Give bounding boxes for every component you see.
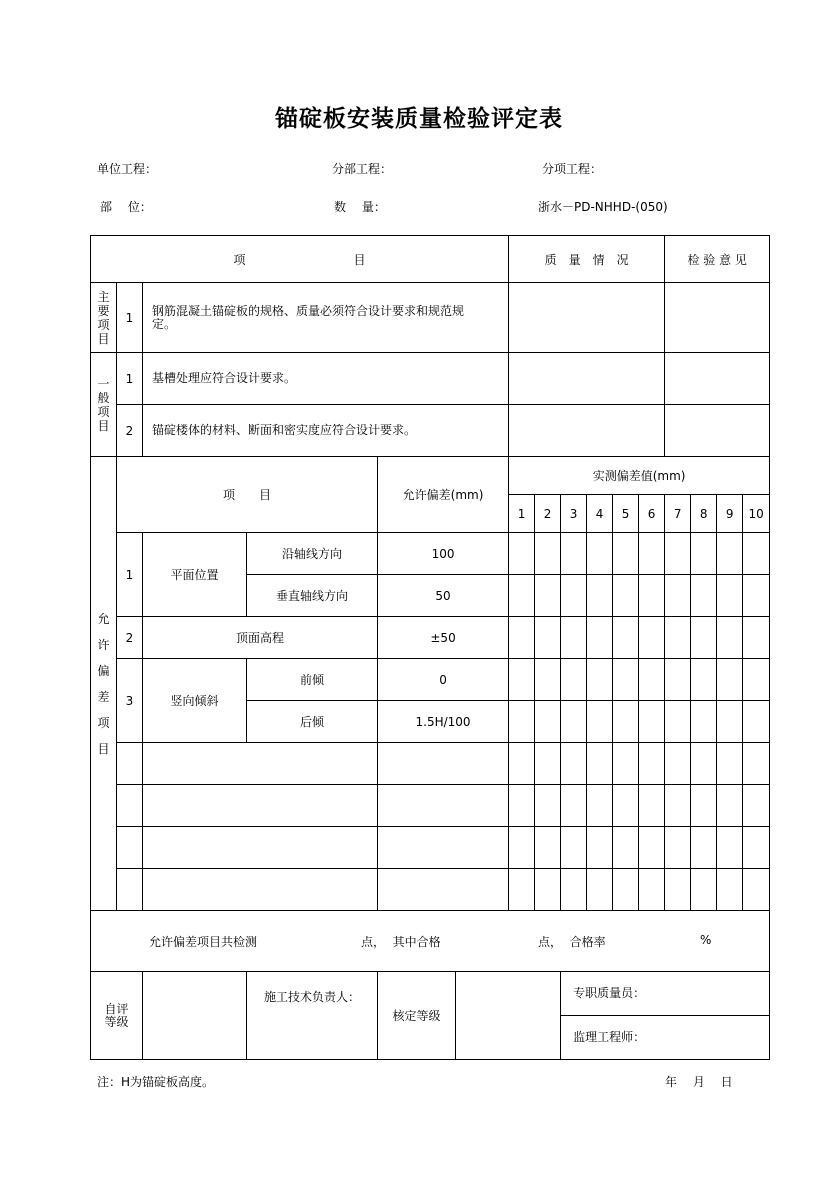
quantity-label: 数 量：	[334, 200, 386, 214]
tech-lead-label: 施工技术负责人：	[247, 972, 378, 1060]
measured-cell[interactable]	[509, 869, 535, 911]
group-name: 竖向倾斜	[143, 659, 247, 743]
measured-cell[interactable]	[535, 785, 561, 827]
measured-cell[interactable]	[535, 869, 561, 911]
measured-deviation-header: 实测偏差值(mm)	[509, 457, 770, 495]
measured-cell[interactable]	[639, 701, 665, 743]
measured-cell[interactable]	[717, 827, 743, 869]
measured-cell[interactable]	[535, 617, 561, 659]
measured-cell[interactable]	[743, 701, 770, 743]
measured-cell[interactable]	[561, 785, 587, 827]
measured-cell[interactable]	[665, 701, 691, 743]
measured-cell[interactable]	[691, 533, 717, 575]
measured-cell[interactable]	[613, 785, 639, 827]
form-code: 浙水－PD-NHHD-(050)	[538, 200, 668, 214]
measured-cell[interactable]	[717, 575, 743, 617]
blank-no[interactable]	[117, 785, 143, 827]
main-item-text: 钢筋混凝土锚碇板的规格、质量必须符合设计要求和规范规定。	[143, 283, 509, 353]
opinion-cell[interactable]	[665, 405, 770, 457]
blank-allowed[interactable]	[378, 827, 509, 869]
blank-item[interactable]	[143, 827, 378, 869]
point-number: 1	[509, 495, 535, 533]
measured-cell[interactable]	[509, 785, 535, 827]
header-quality: 质 量 情 况	[509, 236, 665, 283]
row-no: 1	[117, 283, 143, 353]
measured-cell[interactable]	[613, 659, 639, 701]
header-opinion: 检 验 意 见	[665, 236, 770, 283]
measured-cell[interactable]	[639, 785, 665, 827]
measured-cell[interactable]	[691, 827, 717, 869]
measured-cell[interactable]	[587, 533, 613, 575]
verified-grade-label: 核定等级	[378, 972, 456, 1060]
blank-allowed[interactable]	[378, 869, 509, 911]
general-item-text: 锚碇楼体的材料、断面和密实度应符合设计要求。	[143, 405, 509, 457]
tolerance-items-label: 允许偏差项目	[97, 611, 110, 756]
row-no: 1	[117, 353, 143, 405]
measured-cell[interactable]	[665, 533, 691, 575]
allowed-value: ±50	[378, 617, 509, 659]
point-number: 4	[587, 495, 613, 533]
measured-cell[interactable]	[613, 617, 639, 659]
sub-item: 前倾	[247, 659, 378, 701]
measured-cell[interactable]	[613, 575, 639, 617]
measured-cell[interactable]	[639, 869, 665, 911]
self-grade-label: 自评等级	[104, 1001, 129, 1029]
main-items-label: 主要项目	[97, 289, 110, 346]
measured-cell[interactable]	[717, 785, 743, 827]
measured-cell[interactable]	[613, 533, 639, 575]
measured-cell[interactable]	[639, 575, 665, 617]
measured-cell[interactable]	[691, 869, 717, 911]
measured-cell[interactable]	[639, 659, 665, 701]
measured-cell[interactable]	[743, 743, 770, 785]
unit-project-label: 单位工程：	[97, 162, 158, 176]
measured-cell[interactable]	[665, 617, 691, 659]
measured-cell[interactable]	[509, 617, 535, 659]
measured-cell[interactable]	[743, 785, 770, 827]
row-no: 3	[117, 659, 143, 743]
measured-cell[interactable]	[717, 743, 743, 785]
measured-cell[interactable]	[535, 827, 561, 869]
measured-cell[interactable]	[613, 701, 639, 743]
measured-cell[interactable]	[691, 785, 717, 827]
measured-cell[interactable]	[743, 827, 770, 869]
measured-cell[interactable]	[639, 827, 665, 869]
point-number: 2	[535, 495, 561, 533]
measured-cell[interactable]	[743, 869, 770, 911]
summary-rate-text: 点， 合格率	[538, 935, 606, 949]
sub-item: 后倾	[247, 701, 378, 743]
measured-cell[interactable]	[717, 659, 743, 701]
measured-cell[interactable]	[561, 827, 587, 869]
measured-cell[interactable]	[665, 785, 691, 827]
measured-cell[interactable]	[743, 533, 770, 575]
opinion-cell[interactable]	[665, 283, 770, 353]
measured-cell[interactable]	[691, 617, 717, 659]
allowed-value: 1.5H/100	[378, 701, 509, 743]
measured-cell[interactable]	[509, 701, 535, 743]
subitem-project-label: 分项工程：	[542, 162, 603, 176]
blank-item[interactable]	[143, 869, 378, 911]
measured-cell[interactable]	[509, 743, 535, 785]
measured-cell[interactable]	[717, 869, 743, 911]
measured-cell[interactable]	[717, 617, 743, 659]
measured-cell[interactable]	[561, 575, 587, 617]
allowed-value: 100	[378, 533, 509, 575]
tolerance-item-header: 项 目	[117, 457, 378, 533]
measured-cell[interactable]	[587, 869, 613, 911]
percent-sign: %	[700, 933, 712, 947]
measured-cell[interactable]	[561, 659, 587, 701]
measured-cell[interactable]	[691, 659, 717, 701]
measured-cell[interactable]	[561, 617, 587, 659]
blank-item[interactable]	[143, 743, 378, 785]
measured-cell[interactable]	[743, 617, 770, 659]
page-title: 锚碇板安装质量检验评定表	[275, 106, 563, 132]
row-no: 1	[117, 533, 143, 617]
general-item-text: 基槽处理应符合设计要求。	[143, 353, 509, 405]
opinion-cell[interactable]	[665, 353, 770, 405]
group-name: 顶面高程	[143, 617, 378, 659]
division-project-label: 分部工程：	[332, 162, 393, 176]
measured-cell[interactable]	[587, 827, 613, 869]
measured-cell[interactable]	[665, 827, 691, 869]
quality-cell[interactable]	[509, 283, 665, 353]
allowed-value: 0	[378, 659, 509, 701]
point-number: 8	[691, 495, 717, 533]
measured-cell[interactable]	[535, 743, 561, 785]
measured-cell[interactable]	[691, 575, 717, 617]
measured-cell[interactable]	[613, 743, 639, 785]
measured-cell[interactable]	[587, 743, 613, 785]
date-label: 年 月 日	[665, 1075, 733, 1089]
quality-cell[interactable]	[509, 405, 665, 457]
summary-total-text: 允许偏差项目共检测	[149, 935, 258, 949]
measured-cell[interactable]	[717, 701, 743, 743]
measured-cell[interactable]	[639, 617, 665, 659]
blank-no[interactable]	[117, 827, 143, 869]
quality-cell[interactable]	[509, 353, 665, 405]
measured-cell[interactable]	[613, 869, 639, 911]
measured-cell[interactable]	[509, 827, 535, 869]
measured-cell[interactable]	[509, 659, 535, 701]
measured-cell[interactable]	[665, 869, 691, 911]
supervisor-label: 监理工程师：	[561, 1016, 770, 1060]
measured-cell[interactable]	[613, 827, 639, 869]
measured-cell[interactable]	[587, 785, 613, 827]
self-grade-value[interactable]	[143, 972, 247, 1060]
general-items-label: 一般项目	[97, 376, 110, 433]
point-number: 3	[561, 495, 587, 533]
measured-cell[interactable]	[639, 533, 665, 575]
measured-cell[interactable]	[509, 533, 535, 575]
measured-cell[interactable]	[691, 701, 717, 743]
summary-pass-text: 点， 其中合格	[361, 935, 441, 949]
footnote: 注：H为锚碇板高度。	[97, 1075, 215, 1089]
measured-cell[interactable]	[561, 533, 587, 575]
verified-grade-value[interactable]	[456, 972, 561, 1060]
blank-no[interactable]	[117, 869, 143, 911]
group-name: 平面位置	[143, 533, 247, 617]
measured-cell[interactable]	[535, 575, 561, 617]
summary-row	[91, 911, 769, 971]
point-number: 10	[743, 495, 770, 533]
measured-cell[interactable]	[691, 743, 717, 785]
measured-cell[interactable]	[535, 533, 561, 575]
point-number: 5	[613, 495, 639, 533]
blank-no[interactable]	[117, 743, 143, 785]
point-number: 7	[665, 495, 691, 533]
row-no: 2	[117, 405, 143, 457]
blank-allowed[interactable]	[378, 743, 509, 785]
measured-cell[interactable]	[587, 659, 613, 701]
measured-cell[interactable]	[535, 701, 561, 743]
location-label: 部 位：	[100, 200, 152, 214]
qc-inspector-label: 专职质量员：	[561, 972, 770, 1016]
measured-cell[interactable]	[561, 701, 587, 743]
header-item: 项 目	[91, 236, 509, 283]
blank-allowed[interactable]	[378, 785, 509, 827]
allowed-deviation-header: 允许偏差(mm)	[378, 457, 509, 533]
measured-cell[interactable]	[665, 659, 691, 701]
measured-cell[interactable]	[535, 659, 561, 701]
measured-cell[interactable]	[743, 575, 770, 617]
measured-cell[interactable]	[665, 575, 691, 617]
point-number: 9	[717, 495, 743, 533]
measured-cell[interactable]	[587, 575, 613, 617]
evaluation-table	[90, 235, 770, 1060]
measured-cell[interactable]	[561, 869, 587, 911]
blank-item[interactable]	[143, 785, 378, 827]
measured-cell[interactable]	[509, 575, 535, 617]
measured-cell[interactable]	[665, 743, 691, 785]
row-no: 2	[117, 617, 143, 659]
measured-cell[interactable]	[587, 617, 613, 659]
measured-cell[interactable]	[639, 743, 665, 785]
sub-item: 垂直轴线方向	[247, 575, 378, 617]
measured-cell[interactable]	[743, 659, 770, 701]
point-number: 6	[639, 495, 665, 533]
measured-cell[interactable]	[717, 533, 743, 575]
measured-cell[interactable]	[561, 743, 587, 785]
measured-cell[interactable]	[587, 701, 613, 743]
allowed-value: 50	[378, 575, 509, 617]
sub-item: 沿轴线方向	[247, 533, 378, 575]
